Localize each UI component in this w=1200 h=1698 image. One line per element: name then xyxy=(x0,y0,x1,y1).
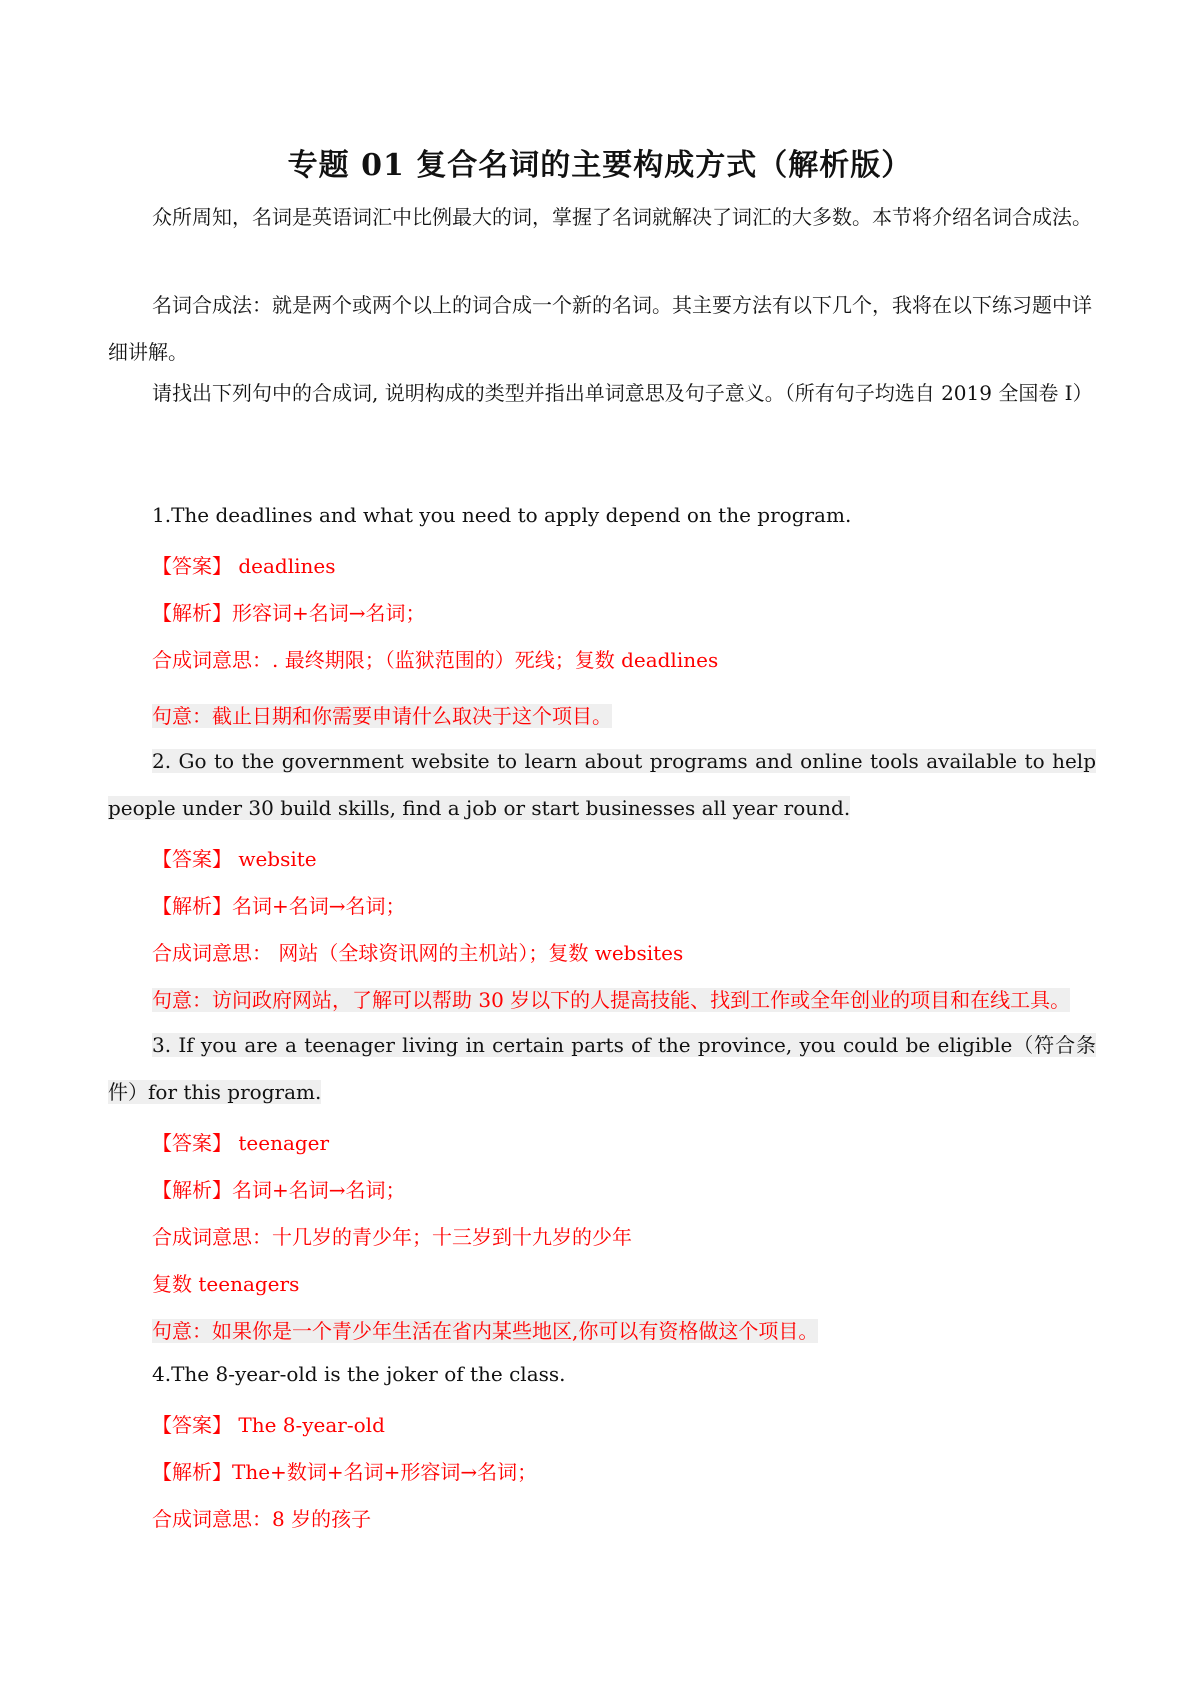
question-4-answer: 【答案】 The 8-year-old xyxy=(152,1413,385,1437)
question-2-sentence-text: 2. Go to the government website to learn about programs and online tools available to help people under 30 build skills, find a job or start businesses all year round. xyxy=(108,749,1096,820)
question-1-sentence: 1.The deadlines and what you need to apply depend on the program. xyxy=(152,503,852,527)
intro-paragraph-1: 众所周知，名词是英语词汇中比例最大的词，掌握了名词就解决了词汇的大多数。本节将介绍名词合成法。 xyxy=(152,205,1092,229)
question-3-translation-text: 句意：如果你是一个青少年生活在省内某些地区,你可以有资格做这个项目。 xyxy=(152,1319,819,1343)
question-3-sentence-text: 3. If you are a teenager living in certain parts of the province, you could be eligible（符合条件）for this program. xyxy=(108,1033,1096,1104)
question-2-translation xyxy=(152,984,1070,1013)
question-1-answer: 【答案】 deadlines xyxy=(152,554,336,578)
question-1-analysis: 【解析】形容词+名词→名词； xyxy=(152,601,426,625)
question-3-answer: 【答案】 teenager xyxy=(152,1131,330,1155)
question-2-meaning: 合成词意思： 网站（全球资讯网的主机站）；复数 websites xyxy=(152,941,684,965)
question-4-meaning: 合成词意思：8 岁的孩子 xyxy=(152,1507,372,1531)
question-1-meaning: 合成词意思：. 最终期限；（监狱范围的）死线；复数 deadlines xyxy=(152,648,719,672)
intro-paragraph-3: 请找出下列句中的合成词, 说明构成的类型并指出单词意思及句子意义。（所有句子均选自 2019 全国卷 I） xyxy=(152,381,1093,405)
question-2-analysis: 【解析】名词+名词→名词； xyxy=(152,894,406,918)
question-3-sentence xyxy=(108,1022,1096,1116)
question-3-plural: 复数 teenagers xyxy=(152,1272,300,1296)
question-3-translation xyxy=(152,1315,818,1344)
question-2-translation-text: 句意：访问政府网站，了解可以帮助 30 岁以下的人提高技能、找到工作或全年创业的项目和在线工具。 xyxy=(152,988,1071,1012)
question-3-analysis: 【解析】名词+名词→名词； xyxy=(152,1178,406,1202)
question-2-sentence xyxy=(108,738,1096,832)
page-title: 专题 01 复合名词的主要构成方式（解析版） xyxy=(287,148,913,183)
question-2-answer: 【答案】 website xyxy=(152,847,317,871)
question-4-analysis: 【解析】The+数词+名词+形容词→名词； xyxy=(152,1460,538,1484)
question-1-translation xyxy=(152,700,612,729)
question-3-meaning: 合成词意思：十几岁的青少年；十三岁到十九岁的少年 xyxy=(152,1225,632,1249)
question-4-sentence: 4.The 8-year-old is the joker of the class. xyxy=(152,1362,566,1386)
question-1-translation-text: 句意：截止日期和你需要申请什么取决于这个项目。 xyxy=(152,704,612,728)
intro-paragraph-2: 名词合成法：就是两个或两个以上的词合成一个新的名词。其主要方法有以下几个，我将在以下练习题中详细讲解。 xyxy=(108,293,1092,364)
